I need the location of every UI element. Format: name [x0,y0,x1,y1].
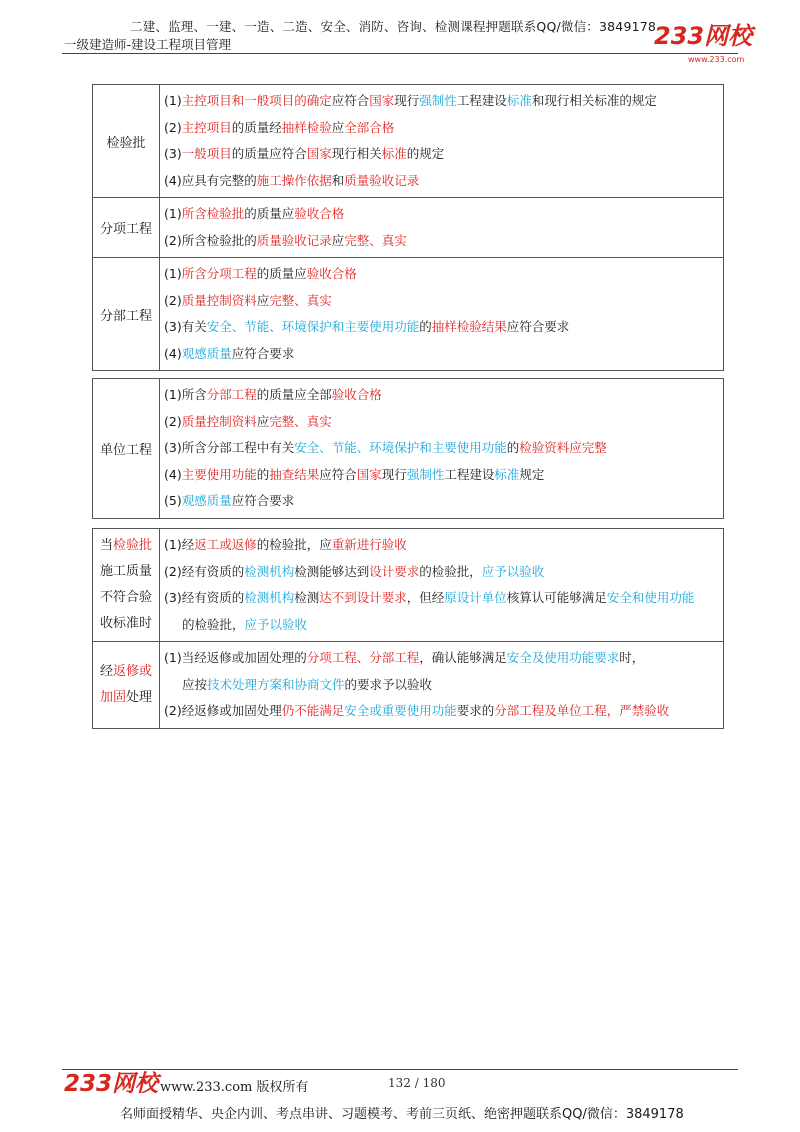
item-segment: (3)有关 [164,319,207,334]
item-segment: 应予以验收 [244,616,308,632]
item-segment: 安全、节能、环境保护和主要使用功能 [206,319,420,334]
item-segment: 应 [256,292,270,308]
row-category: 分项工程 [93,198,160,258]
item-segment: 抽样检验结果 [431,319,507,334]
item-segment: 主控项目 [181,119,232,135]
list-item [164,228,719,255]
item-segment: 标准 [506,93,532,108]
row-items [160,85,724,198]
item-segment: 强制性 [419,93,457,108]
item-segment: (2)所含检验批的 [164,232,257,248]
item-segment: (2)经返修或加固处理 [164,703,282,718]
item-segment: 应符合要求 [506,319,570,334]
list-item [164,532,719,559]
item-segment: 现行相关 [331,146,382,161]
table-row [93,198,724,258]
item-segment: (2) [164,119,182,135]
item-segment: 应 [256,413,270,429]
acceptance-table-3 [92,528,724,729]
item-segment: 核算认可能够满足 [506,590,607,605]
item-segment: (4) [164,345,182,361]
list-item [164,382,719,409]
item-segment: 观感质量 [181,345,232,361]
item-segment: (1) [164,266,182,281]
item-segment: 工程建设 [444,466,495,482]
category-segment: 处理 [126,689,153,705]
item-segment: 质量验收记录 [256,232,332,248]
item-segment: 验收合格 [294,206,345,221]
list-item [164,612,719,639]
category-line [95,611,157,637]
category-segment: 施工质量 [99,564,152,579]
item-segment: 验收合格 [331,387,382,402]
item-segment: 所含检验批 [181,206,245,221]
item-segment: (1) [164,93,182,108]
header-rule [62,53,738,54]
item-segment: 重新进行验收 [331,537,407,552]
item-segment: 主控项目和一般项目的确定 [181,93,332,108]
brand-logo-text: 233网校 [654,22,753,50]
acceptance-table-2 [92,378,724,519]
header-subject: 一级建造师-建设工程项目管理 [64,37,232,52]
item-segment: 时， [619,650,645,665]
item-segment: 的质量经 [231,119,282,135]
item-segment: 国家 [356,466,382,482]
item-segment: 完整、真实 [269,413,332,429]
item-segment: 应符合要求 [231,345,295,361]
item-segment: (3)所含分部工程中有关 [164,440,295,455]
item-segment: 现行 [394,93,420,108]
item-segment: (3) [164,146,182,161]
table-row [93,85,724,198]
item-segment: 一般项目 [181,146,232,161]
item-segment: (2)经有资质的 [164,563,245,579]
item-segment: 仍不能满足 [281,703,345,718]
item-segment: 完整、真实 [269,292,332,308]
category-line [95,559,157,585]
item-segment: 和现行相关标准的规定 [531,93,657,108]
list-item [164,462,719,489]
list-item [164,314,719,341]
item-segment: 标准 [381,146,407,161]
category-segment: 检验批 [113,538,153,553]
item-segment: 标准 [494,466,520,482]
item-segment: 应 [331,119,345,135]
item-segment: 安全及使用功能要求 [506,650,620,665]
brand-logo-sub: www.233.com [688,55,745,64]
category-line [95,585,157,611]
list-item [164,585,719,612]
list-item [164,261,719,288]
item-segment: (1)经 [164,537,195,552]
row-items [160,198,724,258]
table-row [93,529,724,642]
list-item [164,341,719,368]
item-segment: 的检验批， [182,616,245,632]
footer-rule [62,1069,738,1070]
acceptance-table-1 [92,84,724,371]
item-segment: (5) [164,493,182,508]
item-segment: 的质量应 [244,206,295,221]
item-segment: 应 [331,232,345,248]
row-category [93,642,160,729]
item-segment: 的 [256,466,270,482]
item-segment: (1) [164,206,182,221]
item-segment: 的 [419,319,432,334]
list-item [164,488,719,515]
item-segment: (1)当经返修或加固处理的 [164,650,307,665]
item-segment: 的检验批， [419,563,482,579]
item-segment: 质量控制资料 [181,413,257,429]
row-items [160,379,724,519]
row-items [160,642,724,729]
item-segment: 质量验收记录 [344,172,420,188]
item-segment: 应符合要求 [231,493,295,508]
list-item [164,201,719,228]
item-segment: (3)经有资质的 [164,590,245,605]
header-contact-line: 二建、监理、一建、一造、二造、安全、消防、咨询、检测课程押题联系QQ/微信：3849178 [130,19,657,34]
category-segment: 经 [99,663,113,679]
row-category [93,529,160,642]
item-segment: 现行 [381,466,407,482]
item-segment: 检测机构 [244,590,295,605]
row-category: 检验批 [93,85,160,198]
footer-logo: 233网校 [64,1071,159,1097]
item-segment: 和 [331,172,345,188]
item-segment: (4) [164,466,182,482]
item-segment: (2) [164,292,182,308]
item-segment: 技术处理方案和协商文件 [207,676,345,692]
item-segment: 国家 [369,93,395,108]
list-item [164,88,719,115]
category-segment: 不符合验 [99,590,152,605]
list-item [164,559,719,586]
row-category: 单位工程 [93,379,160,519]
item-segment: 应予以验收 [481,563,545,579]
item-segment: 全部合格 [344,119,395,135]
category-segment: 当 [99,538,113,553]
table-row [93,379,724,519]
list-item [164,115,719,142]
item-segment: 抽查结果 [269,466,320,482]
table-row [93,642,724,729]
category-line [95,685,157,711]
category-line [95,659,157,685]
item-segment: 规定 [519,466,545,482]
item-segment: 的检验批，应 [256,537,332,552]
item-segment: 检测机构 [244,563,295,579]
item-segment: 检测 [294,590,320,605]
item-segment: 完整、真实 [344,232,407,248]
item-segment: 安全、节能、环境保护和主要使用功能 [294,440,507,455]
list-item [164,168,719,195]
list-item [164,435,719,462]
item-segment: 验收合格 [306,266,357,281]
item-segment: (4)应具有完整的 [164,172,257,188]
list-item [164,698,719,725]
list-item [164,672,719,699]
item-segment: ，确认能够满足 [419,650,507,665]
item-segment: 要求的 [456,703,495,718]
footer-copyright: www.233.com 版权所有 [160,1080,309,1095]
item-segment: 设计要求 [369,563,420,579]
page-number: 132 / 180 [388,1076,446,1090]
item-segment: 施工操作依据 [256,172,332,188]
list-item [164,288,719,315]
category-segment: 返修或 [113,663,153,679]
item-segment: 所含分项工程 [181,266,257,281]
item-segment: 的质量应全部 [256,387,332,402]
item-segment: 应符合 [319,466,357,482]
item-segment: 的 [506,440,520,455]
brand-logo [654,22,753,64]
table-row [93,258,724,371]
item-segment: 应按 [182,676,208,692]
item-segment: 分项工程、分部工程 [306,650,420,665]
row-category: 分部工程 [93,258,160,371]
item-segment: 观感质量 [181,493,232,508]
row-items [160,529,724,642]
item-segment: 检验资料应完整 [519,440,607,455]
category-segment: 加固 [99,689,126,705]
footer-contact-line: 名师面授精华、央企内训、考点串讲、习题模考、考前三页纸、绝密押题联系QQ/微信：3849178 [120,1107,684,1122]
item-segment: 达不到设计要求 [319,590,407,605]
item-segment: (1)所含 [164,387,207,402]
item-segment: 原设计单位 [444,590,507,605]
item-segment: 强制性 [406,466,445,482]
item-segment: ，但经 [406,590,445,605]
list-item [164,409,719,436]
category-line [95,533,157,559]
item-segment: 国家 [306,146,332,161]
item-segment: 主要使用功能 [181,466,257,482]
item-segment: 应符合 [331,93,370,108]
item-segment: 检测能够达到 [294,563,370,579]
item-segment: 的要求予以验收 [344,676,433,692]
item-segment: 返工或返修 [194,537,257,552]
item-segment: 抽样检验 [281,119,332,135]
category-segment: 收标准时 [99,616,152,631]
item-segment: 的质量应 [256,266,307,281]
item-segment: 安全和使用功能 [606,590,695,605]
row-items [160,258,724,371]
item-segment: 质量控制资料 [181,292,257,308]
list-item [164,141,719,168]
item-segment: 的规定 [406,146,445,161]
item-segment: 工程建设 [456,93,507,108]
item-segment: 安全或重要使用功能 [344,703,457,718]
list-item [164,645,719,672]
item-segment: 分部工程 [206,387,257,402]
item-segment: (2) [164,413,182,429]
item-segment: 的质量应符合 [231,146,307,161]
item-segment: 分部工程及单位工程，严禁验收 [494,703,670,718]
